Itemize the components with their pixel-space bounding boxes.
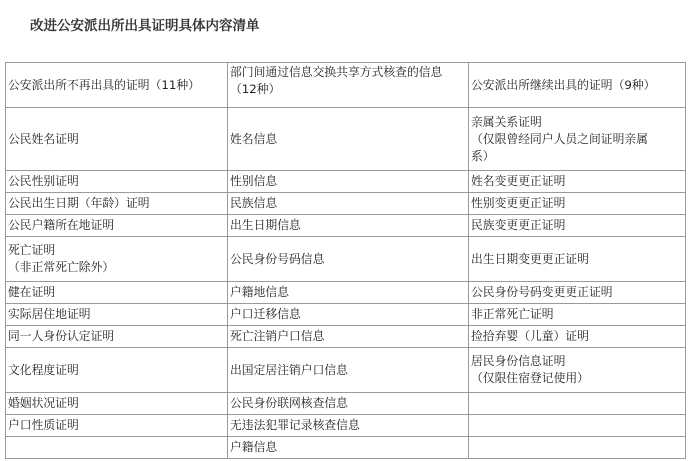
table-cell-col3 bbox=[469, 304, 686, 326]
table-cell-col2 bbox=[228, 237, 469, 282]
header-cell-shared-info: 部门间通过信息交换共享方式核查的信息（12种） bbox=[228, 63, 469, 108]
cell-text-line: 户籍地信息 bbox=[230, 285, 289, 299]
cell-text-line: 公民出生日期（年龄）证明 bbox=[8, 196, 150, 210]
table-cell-col3 bbox=[469, 193, 686, 215]
cell-text-line: 民族变更更正证明 bbox=[471, 218, 566, 232]
cell-text-line: 性别信息 bbox=[230, 174, 278, 188]
cell-text-line: 姓名变更更正证明 bbox=[471, 174, 566, 188]
table-cell-col3 bbox=[469, 282, 686, 304]
table-cell-col2 bbox=[228, 215, 469, 237]
cell-text-line: （非正常死亡除外） bbox=[8, 260, 115, 274]
table-row bbox=[6, 348, 686, 393]
header-cell-continued: 公安派出所继续出具的证明（9种） bbox=[469, 63, 686, 108]
cell-text-line: 户口迁移信息 bbox=[230, 307, 301, 321]
cell-text-line: 系） bbox=[471, 148, 495, 163]
cell-text-line: 居民身份信息证明 bbox=[471, 354, 566, 368]
table-cell-col2 bbox=[228, 304, 469, 326]
cell-text-line: 公民身份号码信息 bbox=[230, 251, 325, 266]
table-row bbox=[6, 393, 686, 415]
table-cell-col3 bbox=[469, 237, 686, 282]
table-cell-col1 bbox=[6, 326, 228, 348]
table-cell-col2 bbox=[228, 282, 469, 304]
cell-text-line: （仅限曾经同户人员之间证明亲属 bbox=[471, 131, 648, 146]
cell-text-line: 婚姻状况证明 bbox=[8, 396, 79, 410]
table-cell-col2 bbox=[228, 171, 469, 193]
page-title: 改进公安派出所出具证明具体内容清单 bbox=[30, 18, 260, 34]
cell-text-line: 文化程度证明 bbox=[8, 362, 79, 377]
proof-list-table bbox=[5, 62, 686, 459]
cell-text-line: 公民性别证明 bbox=[8, 174, 79, 188]
cell-text-line: 捡拾弃婴（儿童）证明 bbox=[471, 329, 589, 343]
table-cell-col2 bbox=[228, 193, 469, 215]
cell-text-line: 户口性质证明 bbox=[8, 418, 79, 432]
table-cell-col1 bbox=[6, 415, 228, 437]
table-cell-col3 bbox=[469, 171, 686, 193]
cell-text-line: 民族信息 bbox=[230, 196, 278, 210]
table-row bbox=[6, 215, 686, 237]
table-cell-col3 bbox=[469, 215, 686, 237]
table-cell-col2 bbox=[228, 393, 469, 415]
table-row bbox=[6, 304, 686, 326]
cell-text-line: 死亡注销户口信息 bbox=[230, 329, 325, 343]
cell-text-line: 姓名信息 bbox=[230, 131, 278, 146]
table-row bbox=[6, 437, 686, 459]
cell-text-line: 公民身份号码变更更正证明 bbox=[471, 285, 613, 299]
table-cell-col1 bbox=[6, 215, 228, 237]
cell-text-line: 公民身份联网核查信息 bbox=[230, 396, 348, 410]
table-row bbox=[6, 171, 686, 193]
table-cell-col3 bbox=[469, 108, 686, 171]
table-row bbox=[6, 237, 686, 282]
table-cell-col2 bbox=[228, 437, 469, 459]
table-cell-col1 bbox=[6, 304, 228, 326]
header-cell-discontinued: 公安派出所不再出具的证明（11种） bbox=[6, 63, 228, 108]
cell-text-line: 无违法犯罪记录核查信息 bbox=[230, 418, 360, 432]
table-row bbox=[6, 193, 686, 215]
cell-text-line: （仅限住宿登记使用） bbox=[471, 371, 589, 385]
table-row bbox=[6, 326, 686, 348]
cell-text-line: 出国定居注销户口信息 bbox=[230, 362, 348, 377]
cell-text-line: 性别变更更正证明 bbox=[471, 196, 566, 210]
table-body bbox=[6, 108, 686, 459]
table-cell-col3 bbox=[469, 348, 686, 393]
cell-text-line: 户籍信息 bbox=[230, 440, 278, 454]
table-cell-col1 bbox=[6, 237, 228, 282]
table-cell-col1 bbox=[6, 348, 228, 393]
cell-text-line: 非正常死亡证明 bbox=[471, 307, 554, 321]
table-header-row bbox=[6, 63, 686, 108]
cell-text-line: 健在证明 bbox=[8, 285, 56, 299]
table-row bbox=[6, 108, 686, 171]
table-row bbox=[6, 415, 686, 437]
table-cell-col2 bbox=[228, 108, 469, 171]
table-row bbox=[6, 282, 686, 304]
cell-text-line: 出生日期变更更正证明 bbox=[471, 251, 589, 266]
cell-text-line: 出生日期信息 bbox=[230, 218, 301, 232]
table-cell-col1 bbox=[6, 108, 228, 171]
cell-text-line: 公民户籍所在地证明 bbox=[8, 218, 115, 232]
table-cell-col2 bbox=[228, 415, 469, 437]
cell-text-line: 公民姓名证明 bbox=[8, 131, 79, 146]
cell-text-line: 死亡证明 bbox=[8, 243, 56, 257]
cell-text-line: 实际居住地证明 bbox=[8, 307, 91, 321]
table-cell-col1 bbox=[6, 193, 228, 215]
cell-text-line: 同一人身份认定证明 bbox=[8, 329, 115, 343]
table-cell-col1 bbox=[6, 282, 228, 304]
table-cell-col2 bbox=[228, 326, 469, 348]
table-cell-col3 bbox=[469, 393, 686, 415]
table-cell-col2 bbox=[228, 348, 469, 393]
table-cell-col3 bbox=[469, 415, 686, 437]
table-cell-col1 bbox=[6, 171, 228, 193]
table-cell-col1 bbox=[6, 437, 228, 459]
cell-text-line: 亲属关系证明 bbox=[471, 114, 542, 129]
table-cell-col3 bbox=[469, 326, 686, 348]
table-cell-col3 bbox=[469, 437, 686, 459]
table-cell-col1 bbox=[6, 393, 228, 415]
